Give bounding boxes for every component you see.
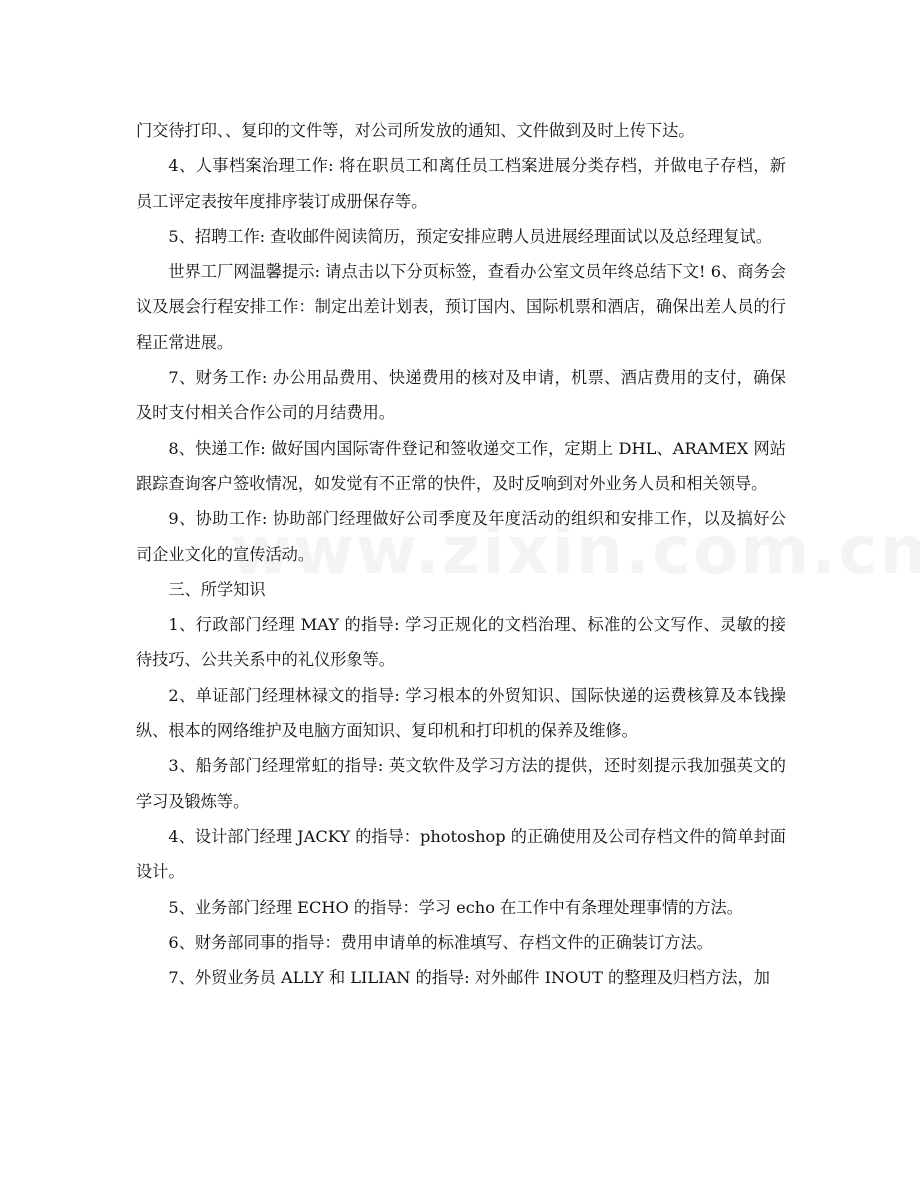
paragraph-item-6-meetings: 世界工厂网温馨提示: 请点击以下分页标签，查看办公室文员年终总结下文! 6、商务会议及展会行程安排工作：制定出差计划表，预订国内、国际机票和酒店，确保出差人员的行程正常进展。 bbox=[136, 262, 786, 352]
paragraph-knowledge-1: 1、行政部门经理 MAY 的指导: 学习正规化的文档治理、标准的公文写作、灵敏的接待技巧、公共关系中的礼仪形象等。 bbox=[136, 615, 786, 670]
paragraph-item-8-express: 8、快递工作: 做好国内国际寄件登记和签收递交工作，定期上 DHL、ARAMEX 网站跟踪查询客户签收情况，如发觉有不正常的快件，及时反响到对外业务人员和相关领导。 bbox=[136, 438, 786, 493]
paragraph-item-5-recruiting: 5、招聘工作: 查收邮件阅读简历，预定安排应聘人员进展经理面试以及总经理复试。 bbox=[168, 226, 773, 246]
paragraph-knowledge-5: 5、业务部门经理 ECHO 的指导：学习 echo 在工作中有条理处理事情的方法。 bbox=[168, 897, 743, 917]
paragraph-item-9-assist: 9、协助工作: 协助部门经理做好公司季度及年度活动的组织和安排工作，以及搞好公司企业文化的宣传活动。 bbox=[136, 509, 786, 564]
paragraph-knowledge-3: 3、船务部门经理常虹的指导: 英文软件及学习方法的提供，还时刻提示我加强英文的学习及锻炼等。 bbox=[136, 756, 786, 811]
paragraph-knowledge-7: 7、外贸业务员 ALLY 和 LILIAN 的指导: 对外邮件 INOUT 的整理及归档方法，加 bbox=[168, 968, 770, 988]
paragraph-knowledge-6: 6、财务部同事的指导：费用申请单的标准填写、存档文件的正确装订方法。 bbox=[168, 932, 713, 952]
paragraph-continuation: 门交待打印、、复印的文件等，对公司所发放的通知、文件做到及时上传下达。 bbox=[136, 121, 695, 140]
paragraph-item-4-archives: 4、人事档案治理工作: 将在职员工和离任员工档案进展分类存档，并做电子存档，新员工评定表按年度排序装订成册保存等。 bbox=[136, 156, 786, 211]
paragraph-knowledge-2: 2、单证部门经理林禄文的指导: 学习根本的外贸知识、国际快递的运费核算及本钱操纵、根本的网络维护及电脑方面知识、复印机和打印机的保养及维修。 bbox=[136, 685, 786, 741]
section-heading-knowledge: 三、所学知识 bbox=[168, 579, 266, 599]
document-body bbox=[136, 113, 786, 995]
paragraph-knowledge-4: 4、设计部门经理 JACKY 的指导：photoshop 的正确使用及公司存档文件的简单封面设计。 bbox=[136, 826, 786, 882]
paragraph-item-7-finance: 7、财务工作: 办公用品费用、快递费用的核对及申请，机票、酒店费用的支付，确保及时支付相关合作公司的月结费用。 bbox=[136, 368, 786, 423]
